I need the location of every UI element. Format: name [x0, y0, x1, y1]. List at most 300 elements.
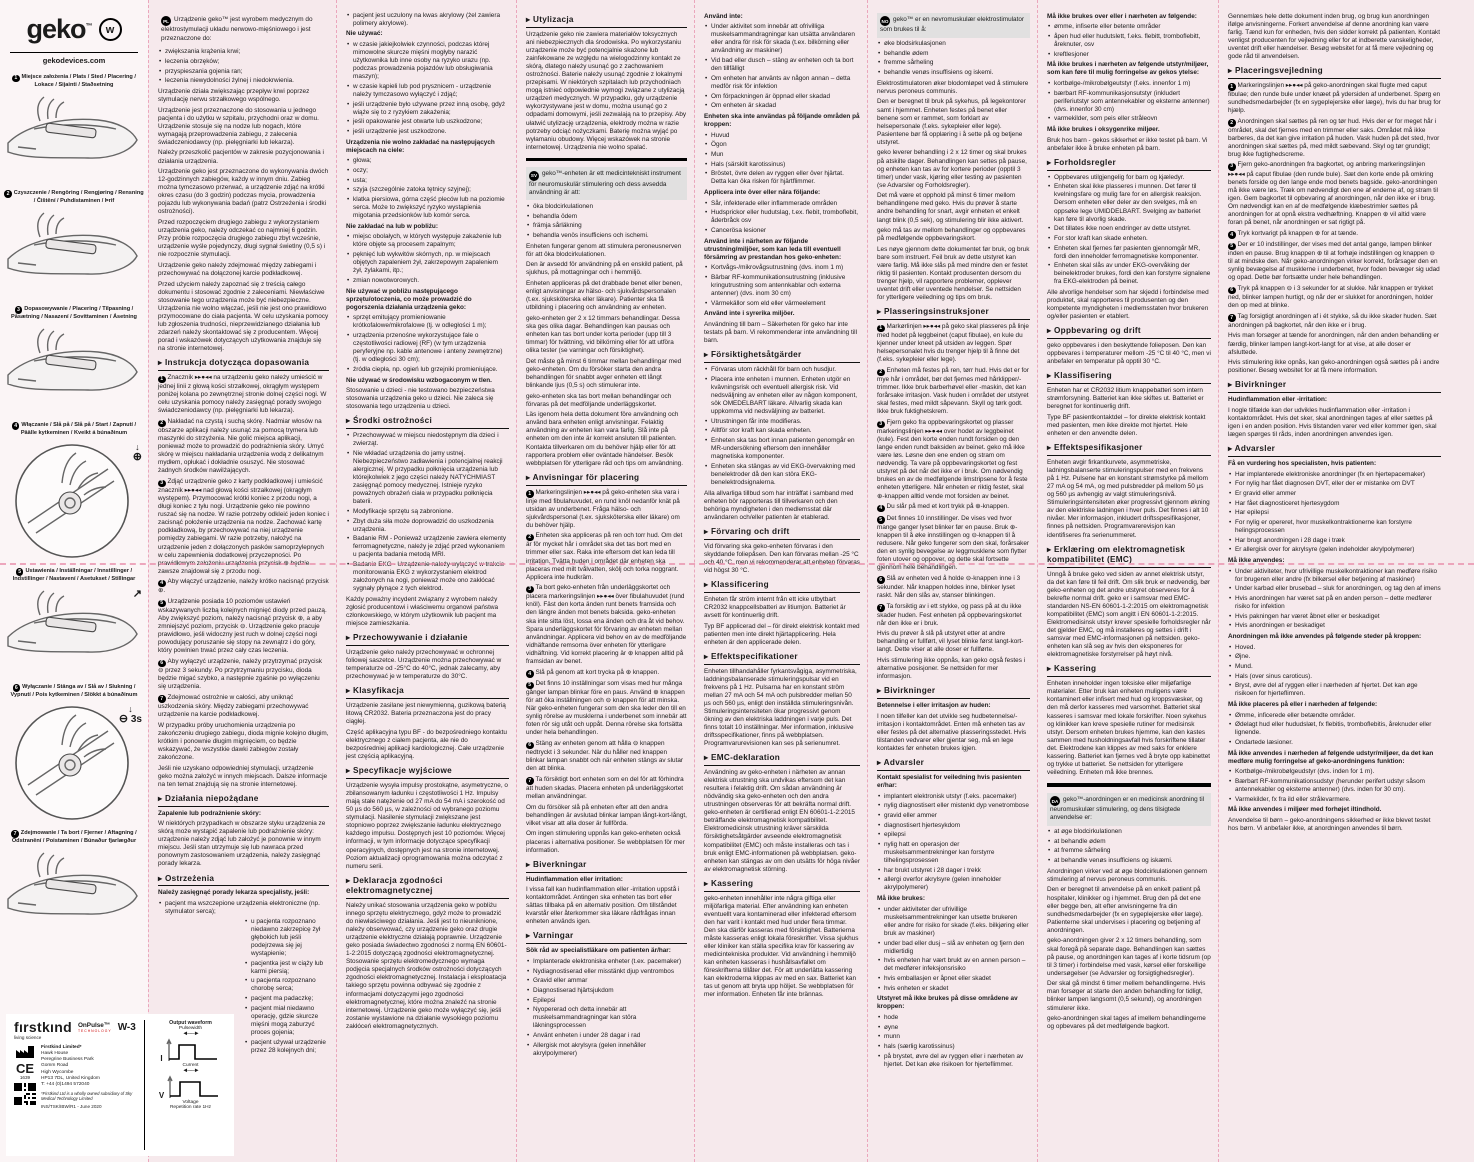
step-illustration [0, 91, 148, 183]
bullet-item: • kortbølge-/mikrobølgeutstyr (f.eks. innenfor 1 m) [1047, 80, 1211, 88]
text-column-5 [867, 0, 1037, 1162]
paragraph: Bruk hos barn - gekos sikkerhet er ikke testet på barn. Vi anbefaler ikke å bruke enheten på barn. [1047, 136, 1208, 152]
numbered-step-paragraph: 3 Fjern geko fra oppbevaringskortet og plasser markeringslinjen ▸▸●◂◂ over hodet av leggbeinet (kule). Fest den korte enden rundt forsiden og den lange enden rundt baksiden av beinet. geko må ikke være løs. Løsne den ene enden og stram om nødvendig. Ta vare på oppbevaringskortet og fest utstyret på det når det ikke er i bruk. Om nødvendig brukes en av de medfølgende limstripsene for å feste enheten ytterligere. Når enheten er riktig festet, skal ⊕-knappen alltid vende mot forsiden av beinet. [877, 419, 1028, 500]
bold-lead-paragraph: Hudinflammation eller irritation: [526, 875, 623, 883]
numbered-step-paragraph: 3 Zdjąć urządzenie geko z karty podkładkowej i umieścić znacznik ▸▸●◂◂ nad głową kości strzałkowej (okrągłym występem). Przymocować krótki koniec z przodu nogi, a długi koniec z tyłu nogi. Urządzenie geko nie powinno ruszać się na nodze. W razie potrzeby odkleić jeden koniec i zacisnąć położenie urządzenia na nodze. Zachować kartę podkładkową, by przechowywać na niej urządzenie pomiędzy zabiegami. W razie potrzeby, nałożyć na urządzenie jeden z dołączonych pasków samoprzylepnych w celu zapewnienia dodatkowej przyczepności. Po prawidłowym założeniu urządzenia przycisk ⊕ będzie zawsze znajdował się z przodu nogi. [158, 478, 329, 575]
numbered-step-paragraph: 3 Ta bort geko-enheten från underläggskortet och placera markeringslinjen ▸▸●◂◂ över fibulahuvudet (rund knöl). Fäst den korta änden runt benets framsida och den längre änden mot benets baksida. geko-enheten ska inte sitta löst, lossa ena änden och dra åt vid behov. Spara underläggskortet för förvaring av enheten mellan användningar. Applicera vid behov en av de medföljande vidhäftande remsorna över enheten för ytterligare vidhäftning. Vid korrekt placering är ⊕ knappen alltid på framsidan av benet. [526, 584, 687, 665]
step-illustration [0, 207, 148, 299]
section-heading: ▸ Środki ostrożności [346, 416, 509, 429]
section-heading: ▸ Advarsler [877, 758, 1030, 771]
step-number-icon: 7 [877, 604, 885, 612]
bullet-item: • behandla venös insufficiens och ischemi. [526, 232, 687, 240]
leg-illustration-icon [4, 323, 144, 415]
section-heading: ▸ Anvisningar för placering [526, 473, 687, 486]
bullet-item: • epilepsi [877, 831, 1030, 839]
step-side-icon [133, 589, 142, 600]
footer-card [6, 1014, 234, 1156]
bullet-item: • Om enheten är skadad [704, 102, 860, 110]
bullet-item: • varmekilder, som peis eller stråleovn [1047, 115, 1211, 123]
bullet-item: • Ømme, inficerede eller betændte områder. [1228, 712, 1441, 720]
step-number-icon: 3 [877, 421, 885, 429]
bold-lead-paragraph: Må ikke anvendes: [1228, 556, 1285, 564]
bullet-item: • Oppbevares utilgjengelig for barn og kjæledyr. [1047, 174, 1211, 182]
voltage-axis-label: V [158, 1091, 165, 1100]
paragraph: Typ BF applicerad del – för direkt elektrisk kontakt med patienten men inte direkt hjärtapplicering. Hela enheten är den applicerade delen. [704, 622, 860, 646]
waveform-title: Output waveform [169, 1020, 212, 1026]
numbered-step-paragraph: 5 Urządzenie posiada 10 poziomów ustawień wskazywanych liczbą kolejnych mignięć diody przed pauzą. Aby zwiększyć poziom, należy nacisnąć przycisk ⊕, a aby zmniejszyć poziom, przycisk ⊖. Urządzenie geko pracuje prawidłowo, jeśli widoczny jest ruch w dolnej części nogi powodujący poruszanie się stopy na zewnątrz i do góry, który powinien trwać przez cały czas leczenia. [158, 598, 327, 655]
section-heading: ▸ Przechowywanie i działanie [346, 633, 509, 646]
firstkind-logo: fırstkınd [14, 1019, 72, 1035]
sidebar [0, 0, 148, 1162]
bullet-item: • Przechowywać w miejscu niedostępnym dla dzieci i zwierząt. [346, 432, 509, 448]
paragraph: Läs igenom hela detta dokument före användning och använd bara enheten enligt anvisningar. Felaktig användning av enheten kan vara farlig. Slå inte på enheten om den inte är korrekt ansluten till patienten. Kontakta tillverkaren om du behöver hjälp eller för att rapportera problem eller oväntade händelser. Besök webbplatsen för ytterligare råd och tips om användning. [526, 411, 684, 467]
section-heading: ▸ Placeringsvejledning [1228, 66, 1441, 79]
leg-illustration-icon [4, 207, 144, 299]
bold-lead-paragraph: Må ikke placeres på eller i nærheden af følgende: [1228, 700, 1378, 708]
bullet-item: • Cancerösa lesioner [704, 227, 860, 235]
current-label: Current [182, 1063, 199, 1068]
trademark-symbol: ™ [85, 23, 92, 30]
language-intro: PL Urządzenie geko™ jest wyrobem medycznym do elektrostymulacji układu nerwowo-mięśniowego i jest przeznaczone do: [161, 15, 313, 42]
section-heading: ▸ Specyfikacje wyjściowe [346, 766, 509, 779]
language-intro: NO geko™ er en nevromuskulær elektrostimulator som brukes til å: [877, 13, 1030, 38]
paragraph: Urządzenie jest przeznaczone do stosowania u jednego pacjenta i do użytku w szpitalu, przychodni oraz w domu. Urządzenie stosuje się na nodze lub nogach, które wymagają przeprowadzenia zabiegu, z zalecenia świadczeniodawcy (np. pielęgniarki lub lekarza). [158, 106, 319, 146]
section-heading: ▸ Deklaracja zgodności elektromagnetycznej [346, 876, 509, 899]
paragraph: geko leverer behandling i 2 x 12 timer og skal brukes på atskilte dager. Behandlingen kan settes på pause, og enheten kan tas av for kortere perioder (opptil 3 timer) under vask, kjøring eller testing av pasienten (se Advarsler og Forholdsregler). [877, 149, 1027, 189]
leg-illustration-icon [4, 91, 144, 183]
bullet-item: • Under aktiviteter, hvor ufrivillige muskelkontraktioner kan medføre risiko for brugeren eller andre (fx bilkørsel eller betjening af maskiner) [1228, 568, 1441, 584]
section-heading: ▸ Förvaring och drift [704, 527, 860, 540]
website-url: gekodevices.com [42, 56, 106, 65]
numbered-step-paragraph: 4 Aby włączyć urządzenie, należy krótko nacisnąć przycisk ⊕. [158, 578, 329, 595]
step-caption: 6 Wyłączanie / Stänga av / Slå av / Slukning / Vypnutí / Pois kytkeminen / Slökkt á búnaðinum [10, 683, 138, 698]
paragraph: Användning till barn – Säkerheten för geko har inte testats på barn. Vi rekommenderar inte användning till barn. [704, 321, 857, 345]
paragraph: Anvendelse til børn – geko-anordningens sikkerhed er ikke blevet testet hos børn. Vi anbefaler ikke, at anordningen anvendes til børn. [1228, 817, 1431, 833]
bullet-item: • urządzenia przenośne wykorzystujące fale o częstotliwości radiowej (RF) (w tym urządzenia peryferyjne np. kable antenowe i anteny zewnętrzne) (tj. w odległości 30 cm); [346, 332, 509, 364]
step-number-icon: 4 [12, 422, 20, 430]
step-caption: 5 Ustawienia / Inställningar / Innstillinger / Indstillinger / Nastavení / Asetukset / Stillingar [12, 567, 136, 582]
section-heading: ▸ Effektspesifikasjoner [1047, 443, 1211, 456]
onpulse-sub: TECHNOLOGY [77, 1029, 112, 1034]
section-heading: ▸ Effektspecifikationer [704, 652, 860, 665]
paragraph: Användning av geko-enheten i närheten av annan elektrisk utrustning ska undvikas eftersom det kan resultera i felaktig drift. Om sådan användning är nödvändig ska geko-enheten och den andra utrustningen observeras för att bekräfta normal drift. geko-enheten är certifierad enligt EN 60601-1-2:2015 beträffande elektromagnetisk kompatibilitet. Elektromedicinsk utrustning kräver särskilda försiktighetsåtgärder avseende elektromagnetisk kompatibilitet (EMC) och måste installeras och tas i bruk enligt EMC-informationen på webbplatsen. geko-enheten kan stängas av om den utsätts för höga nivåer av elektromagnetisk störning. [704, 768, 860, 873]
paragraph: I noen tilfeller kan det utvikle seg hudbetennelse/-irritasjon i kontaktområdet. Enten må enheten tas av eller festes på det alternative plasseringsstedet. Hvis tilstanden vedvarer eller gjentar seg, må en lege kontaktes før enheten brukes igjen. [877, 712, 1027, 753]
bold-lead-paragraph: Använd inte: [704, 12, 743, 20]
bullet-item: • Vid bad eller dusch – stäng av enheten och ta bort den tillfälligt [704, 57, 860, 73]
bullet-item: • hvis enheten er skadet [877, 985, 1030, 993]
numbered-step-paragraph: 6 Tryk på knappen ⊖ i 3 sekunder for at slukke. Når knappen er trykket ned, blinker lampen hurtigt, og når der er slukket for anordningen, holder den op med at blinke. [1228, 285, 1434, 310]
bullet-item: • at behandle venøs insufficiens og iskæmi. [1047, 857, 1211, 865]
voltage-arrows-icon: ◄──► [182, 1068, 199, 1074]
paragraph: W przypadku próby uruchomienia urządzenia po zakończeniu drugiego zabiegu, dioda mignie kolejno długim, krótkim i ponownie długim mignięciem, co będzie wskazywać, że wszystkie dawki zabiegów zostały zakończone. [158, 721, 329, 761]
bullet-item: • Bærbart RF-kommunikationsudstyr (herunder perifert udstyr såsom antennekabler og eksterne antenner) (dvs. inden for 30 cm). [1228, 778, 1441, 794]
bullet-item: • Har fået diagnosticeret hjertesygdom [1228, 500, 1441, 508]
paragraph: Det måste gå minst 6 timmar mellan behandlingar med geko-enheten. Om du försöker starta den andra behandlingen för snabbt avger enheten ett långt blinkande ljus (0,5 s) och stimulerar inte. [526, 357, 682, 389]
bullet-item: • Badanie EKG - Urządzenie należy wyłączyć w trakcie monitorowania EKG z wykorzystaniem elektrod założonych na nogi, ponieważ może ono zakłócać sygnały płynące z tych elektrod. [346, 561, 509, 593]
bullet-item: • behandle venøs insuffisiens og iskemi. [877, 69, 1030, 77]
step-number-icon: 6 [13, 684, 21, 692]
paragraph: geko-anordningen giver 2 x 12 timers behandling, som skal foregå på separate dage. Behandlingen kan sættes på pause, og anordningen kan tages af i korte tidsrum (op til 3 timer) i forbindelse med vask, kørsel eller forskellige undersøgelser (se Advarsler og forsigtighedsregler). [1047, 937, 1211, 977]
bullet-item: • har brukt utstyret i 28 dager i trekk [877, 867, 1030, 875]
step-illustrations [0, 74, 148, 939]
arrow-down-icon: ↓ [135, 441, 140, 452]
bullet-item: • Har implanterede elektroniske anordninger (fx en hjertepacemaker) [1228, 471, 1441, 479]
text-column-7 [1218, 0, 1448, 1162]
paragraph: Enheten fungerar genom att stimulera peroneusnerven för att öka blodcirkulationen. [526, 242, 682, 258]
address-line: Hawk House [41, 1051, 69, 1057]
bullet-item: • Zbyt duża siła może doprowadzić do uszkodzenia urządzenia. [346, 518, 509, 534]
bullet-item: • For nylig har fået diagnosen DVT, eller der er mistanke om DVT [1228, 480, 1441, 488]
bullet-item: • fremme sårheling [877, 59, 1030, 67]
bullet-item: • pacjent miał niedawno operację, gdzie skurcze mięśni mogą zaburzyć proces gojenia; [244, 1005, 329, 1037]
sidebar-step [0, 306, 148, 415]
bold-lead-paragraph: Zapalenie lub podrażnienie skóry: [158, 809, 261, 817]
bold-lead-paragraph: Må ikke brukes i nærheten av følgende utstyr/miljøer, som kan føre til mulig forringelse av gekos ytelse: [1047, 61, 1209, 77]
bullet-item: • hvis enheten har vært brukt av en annen person – det medfører infeksjonsrisiko [877, 957, 1030, 973]
step-number-icon: 4 [526, 670, 534, 678]
bullet-item: • klatka piersiowa, górna część pleców lub na poziomie serca. Może to zwiększyć ryzyko wystąpienia migotania przedsionków lub komór serca. [346, 196, 509, 220]
w-badge-icon: w [99, 18, 122, 41]
paragraph: Den er beregnet til bruk på sykehus, på legekontorer samt i hjemmet. Enheten festes på benet eller benene som er rammet, som forklart av helsepersonale (f.eks. sykepleier eller lege). Pasientene bør få opplæring i å sette på og betjene utstyret. [877, 98, 1026, 146]
paragraph: Hvis stimulering ikke oppnås, kan geko også festes i alternative posisjoner. Se nettsiden for mer informasjon. [877, 657, 1026, 681]
bullet-item: • u pacjenta rozpoznano chorobę serca; [244, 977, 329, 993]
model-number: W-3 [117, 1022, 136, 1033]
bullet-item: • Mund. [1228, 663, 1441, 671]
paragraph: Należy przeszkolić pacjentów w zakresie pozycjonowania i działania urządzenia. [158, 149, 324, 165]
paragraph: Każdy poważny incydent związany z wyrobem należy zgłosić producentowi i właściwemu organowi państwa członkowskiego, w którym użytkownik lub pacjent ma miejsce zamieszkania. [346, 595, 499, 628]
bullet-item: • Bröstet, övre delen av ryggen eller över hjärtat. Detta kan öka risken för hjärtflimmer. [704, 170, 860, 186]
bullet-item: • Alltför stor kraft kan skada enheten. [704, 427, 860, 435]
language-intro: SV geko™-enheten är ett medicintekniskt instrument för neuromuskulär stimulering och dess avsedda användning är att: [526, 167, 687, 200]
numbered-step-paragraph: 4 Du slår på med et kort trykk på ⊕-knappen. [877, 503, 1030, 512]
bullet-item: • Hals (särskilt karotissinus) [704, 161, 860, 169]
step-number-icon: 3 [15, 306, 23, 314]
step-illustration [0, 439, 148, 561]
bullet-item: • Under aktivitet som innebär att ofrivilliga muskelsammandragningar kan utsätta användaren eller andra för risk för skada (t.ex. bilkörning eller användning av maskiner) [704, 23, 860, 55]
arrow-down-icon: ↓ [128, 703, 133, 714]
bullet-item: • Utrustningen får inte modifieras. [704, 418, 860, 426]
bullet-item: • allergi overfor akrylsyre (gelen inneholder akrylpolymerer) [877, 876, 1030, 892]
waveform-panel [144, 1020, 234, 1150]
bullet-item: • Om enheten har använts av någon annan – detta medför risk för infektion [704, 75, 860, 91]
bullet-item: • gravid eller ammer [877, 812, 1030, 820]
geko-logo: geko™ [26, 14, 92, 44]
numbered-step-paragraph: 2 Anordningen skal sættes på ren og tør hud. Hvis der er for meget hår i området, skal det fjernes med en trimmer eller saks. Området må ikke barberes, da det kan give irritation på huden. Vask huden på det sted, hvor anordningen skal sættes på, med mildt sæbevand. Skyl og tør grundigt; brug ikke fugtighedscreme. [1228, 117, 1440, 158]
bullet-item: • Hudsprickor eller hudutslag, t.ex. flebit, tromboflebit, åderbråck osv [704, 209, 860, 225]
section-heading: ▸ Erklæring om elektromagnetisk kompatibilitet (EMC) [1047, 545, 1211, 568]
sidebar-step [0, 74, 148, 183]
bullet-item: • Øjne. [1228, 653, 1441, 661]
numbered-step-paragraph: 2 Enheten må festes på ren, tørr hud. Hvis det er for mye hår i området, bør det fjernes med hårklipper/-trimmer. Ikke bruk barberhøvel eller -maskin, det kan forårsake irritasjon. Vask huden i området der utstyret skal festes, med mildt såpevann. Skyll og tørk godt. Ikke bruk fuktighetskrem. [877, 367, 1029, 416]
button-symbol-icon: ⊖ [118, 712, 129, 725]
ce-mark: CE 1639 [15, 1061, 35, 1080]
section-heading: ▸ Klassificering [704, 580, 860, 593]
step-side-icon [119, 705, 142, 725]
section-heading: ▸ Advarsler [1228, 444, 1441, 457]
paragraph: Przed rozpoczęciem drugiego zabiegu z wykorzystaniem urządzenia geko, należy odczekać co najmniej 6 godzin. Przy próbie rozpoczęcia drugiego zabiegu zbyt wcześnie, urządzenie wyśle pojedynczy, długi sygnał świetlny (0,5 s) i nie rozpocznie stymulacji. [158, 219, 326, 259]
bullet-item: • Nie wkładać urządzenia do jamy ustnej. Niebezpieczeństwo zadławienia i potencjalnej reakcji alergicznej. W przypadku połknięcia urządzenia lub którejkolwiek z jego części należy NATYCHMIAST zasięgnąć pomocy medycznej. Istnieje ryzyko poważnych obrażeń ciała w przypadku połknięcia baterii. [346, 450, 509, 506]
paragraph: Hvis du prøver å slå på utstyret etter at andre behandling er fullført, vil lyset blinke først langt-kort-langt. Dette viser at alle doser er fullførte. [877, 630, 1024, 654]
bullet-item: • szyja (szczególnie zatoka tętnicy szyjnej); [346, 186, 509, 194]
text-column-1 [148, 0, 336, 1162]
section-heading: ▸ Utylizacja [526, 15, 687, 28]
site-divider [10, 52, 138, 67]
paragraph: Urządzenie zasilane jest niewymienną, guzikową baterią litową CR2032. Bateria przeznaczona jest do pracy ciągłej. [346, 702, 506, 726]
paragraph: Anordningen virker ved at øge blodcirkulationen gennem stimulering af nervus peroneus communis. [1047, 867, 1208, 883]
step-number-icon: 6 [877, 576, 885, 584]
bullet-item: • Kortvågs-/mikrovågsutrustning (dvs. inom 1 m) [704, 264, 860, 272]
bullet-item: • munn [877, 1033, 1030, 1041]
step-number-icon: 7 [158, 695, 166, 703]
step-number-icon: 6 [1228, 287, 1236, 295]
bullet-item: • åpen hud eller hudutslett, f.eks. flebitt, tromboflebitt, åreknuter, osv [1047, 33, 1211, 49]
language-badge-da: DA [1050, 796, 1060, 806]
bullet-item: • Enheten ska stängas av vid EKG-övervakning med benelektroder då den kan störa EKG-benelektrodsignalerna. [704, 463, 860, 487]
button-symbol-icon: ⊕ [132, 450, 142, 463]
bullet-item: • pacjent używał urządzenie przez 28 kolejnych dni; [244, 1039, 329, 1055]
bullet-item: • øyne [877, 1024, 1030, 1032]
paragraph: Urządzenie geko należy przechowywać w ochronnej foliowej saszetce. Urządzenie można przechowywać w temperaturze od -25°C do 40°C, jednak zalecamy, aby przechowywać je w temperaturze do 30°C. [346, 649, 502, 681]
language-badge-sv: SV [529, 171, 539, 181]
section-heading: ▸ Bivirkninger [877, 686, 1030, 699]
language-badge-pl: PL [161, 16, 171, 26]
step-number-icon: 5 [1228, 243, 1236, 251]
bullet-item: • nylig diagnostisert eller mistenkt dyp venetrombose [877, 802, 1030, 810]
numbered-step-paragraph: 5 Det finnes 10 innstillinger. De vises ved hvor mange ganger lyset blinker før en pause. Bruk ⊕-knappen til å øke innstillingen og ⊖-knappen til å redusere. Når geko fungerer som den skal, forårsaker den en synlig bevegelse av leggmusklene som flytter foten utover og oppover, og dette skal fortsette gjennom hele behandlingen. [877, 514, 1030, 572]
section-heading: ▸ Biverkningar [526, 860, 687, 873]
paragraph: Enheten tillhandahåller fyrkantsvågiga, asymmetriska, laddningsbalanserade stimuleringspulsar vid en frekvens på 1 Hz. Pulsarna har en konstant ström mellan 27 mA och 54 mA och pulsbredder mellan 50 µs och 560 µs, enligt den inställda stimuleringsnivån. Stimuleringsintensiteten ökar progressivt genom ökning av den elektriska laddningen i varje puls. Det finns totalt 10 inställningar. Mer information, inklusive driftsspecifikationer, finns på webbplatsen. Programvarurevisionen kan ses på serienumret. [704, 667, 857, 748]
paragraph: Część aplikacyjna typu BF - do bezpośredniego kontaktu elektrycznego z ciałem pacjenta, ale nie do bezpośredniej aplikacji kardiologicznej. Całe urządzenie jest częścią aplikacyjną. [346, 728, 507, 761]
paragraph: Hvis man forsøger at tænde for anordningen, når den anden behandling er færdig, blinker lampen langt-kort-langt for at vise, at alle doser er afsluttede. [1228, 332, 1440, 356]
text-column-2 [336, 0, 516, 1162]
text-column-3 [516, 0, 694, 1162]
address-line: High Wycombe [41, 1069, 74, 1075]
bold-lead-paragraph: Kontakt spesialist for veiledning hvis pasienten er/har: [877, 773, 1022, 789]
button-symbol-icon: ↗ [132, 587, 142, 600]
step-number-icon: 2 [4, 190, 12, 198]
bullet-item: • sprzęt emitujący promieniowanie krótkofalowe/mikrofalowe (tj. w odległości 1 m); [346, 314, 509, 330]
bullet-item: • For nylig er opereret, hvor muskelkontraktionerne kan forstyrre helingsprocessen [1228, 519, 1441, 535]
bold-lead-paragraph: Nie używać w środowisku wzbogaconym w tlen. [346, 376, 492, 384]
manufacturer-address [41, 1045, 140, 1088]
bullet-item: • diagnostisert hjertesykdom [877, 822, 1030, 830]
bullet-item: • Badanie RM - Ponieważ urządzenie zawiera elementy ferromagnetyczne, należy je zdjąć przed wykonaniem u pacjenta badania metodą MRI. [346, 535, 509, 559]
section-heading: ▸ Kassering [704, 879, 860, 892]
paragraph: Den är avsedd för användning på en enskild patient, på sjukhus, på mottagningar och i hemmiljö. [526, 261, 683, 277]
paragraph: Hvis stimulering ikke opnås, kan geko-anordningen også sættes på i andre positioner. Besøg websitet for at få mere information. [1228, 359, 1440, 375]
bullet-item: • Om förpackningen är öppnad eller skadad [704, 93, 860, 101]
numbered-step-paragraph: 1 Markeringslinjen ▸▸●◂◂ på geko-enheten ska vara i linje med fibulahuvudet, en rund knöl nedanför knät på utsidan av underbenet. Fråga hälso- och sjukvårdspersonal (t.ex. sjuksköterska eller läkare) om du behöver hjälp. [526, 488, 680, 529]
bold-lead-paragraph: Betennelse i eller irritasjon av huden: [877, 702, 991, 710]
numbered-step-paragraph: 7 Zdejmować ostrożnie w całości, aby uniknąć uszkodzenia skóry. Między zabiegami przechowywać urządzenie na karcie podkładkowej. [158, 693, 309, 718]
paragraph: Enheten har et CR2032 litium knappebatteri som intern strømforsyning. Batteriet kan ikke skiftes ut. Batteriet er beregnet for kontinuerlig drift. [1047, 387, 1204, 411]
paragraph: Urządzenie działa zwiększając przepływ krwi poprzez stymulację nerwu strzałkowego wspólnego. [158, 87, 310, 103]
bold-lead-paragraph: Må ikke brukes i oksygenrike miljøer. [1047, 126, 1160, 134]
bullet-item: • jeśli urządzenie było używane przez inną osobę, gdyż wiąże się to z ryzykiem zakażenia; [346, 101, 509, 117]
bullet-item: • ømme, infiserte eller betente områder [1047, 23, 1211, 31]
step-caption: 1 Miejsce założenia / Plats / Sted / Placering / Lokace / Sijainti / Staðsetning [0, 74, 148, 89]
bullet-item: • hvis emballasjen er åpnet eller skadet [877, 975, 1030, 983]
bullet-item: • på brystet, øvre del av ryggen eller i nærheten av hjertet. Det kan øke risikoen for hjerteflimmer. [877, 1053, 1030, 1069]
language-divider-bar [1047, 783, 1211, 787]
paragraph: Jeśli nie uzyskano odpowiedniej stymulacji, urządzenie geko można założyć w innych miejscach. Dalsze informacje na ten temat znajdują się na stronie internetowej. [158, 764, 328, 788]
bullet-item: • Enheten skal fjernes før pasienten gjennomgår MR, fordi den inneholder ferromagnetiske komponenter. [1047, 245, 1211, 261]
section-heading: ▸ Działania niepożądane [158, 794, 329, 807]
step-side-icon [133, 443, 142, 463]
section-heading: ▸ Instrukcja dotycząca dopasowania [158, 358, 329, 371]
paragraph: geko-enheten ska tas bort mellan behandlingar och förvaras på det medföljande underläggskortet. [526, 392, 672, 408]
bold-lead-paragraph: Må ikke brukes over eller i nærheten av følgende: [1047, 12, 1197, 20]
bullet-item: • implantert elektronisk utstyr (f.eks. pacemaker) [877, 793, 1030, 801]
bullet-item: • jeśli opakowanie jest otwarte lub uszkodzone; [346, 118, 509, 126]
bullet-item: • leczenia obrzęków; [158, 58, 329, 66]
repetition-rate-label: Repetition rate 1Hz [169, 1105, 212, 1110]
bullet-item: • at øge blodcirkulationen [1047, 828, 1211, 836]
step-number-icon: 5 [526, 682, 534, 690]
bullet-item: • Placera inte enheten i munnen. Enheten utgör en kvävningsrisk och eventuell allergisk risk. Vid nedsväljning av enheten eller av någon komponent, sök OMEDELBART läkare. Allvarlig skada kan uppkomma vid nedsväljning av batteriet. [704, 376, 860, 416]
step-number-icon: 1 [877, 325, 885, 333]
step-number-icon: 4 [158, 580, 166, 588]
bullet-item: • Gravid eller ammar [526, 977, 687, 985]
numbered-step-paragraph: 1 Znacznik ▸▸●◂◂ na urządzeniu geko należy umieścić w jednej linii z głową kości strzałkowej, okrągłym występem poniżej kolana po zewnętrznej stronie dolnej części nogi. W celu uzyskania pomocy należy zasięgnąć porady swojego świadczeniodawcy (np. pielęgniarki lub lekarza). [158, 374, 327, 415]
bullet-item: • Värmekällor som eld eller värmeelement [704, 300, 860, 308]
step-number-icon: 1 [526, 490, 534, 498]
step-number-icon: 6 [526, 742, 534, 750]
language-intro: DA geko™-anordningen er en medicinsk anordning til neuromuskulær stimulering, og dens tilsigtede anvendelse er: [1047, 793, 1211, 826]
bold-lead-paragraph: Urządzenia nie wolno zakładać na następujących miejscach na ciele: [346, 138, 495, 154]
bold-lead-paragraph: Należy zasięgnąć porady lekarza specjalisty, jeśli: [158, 889, 310, 897]
bullet-item: • Under karbad eller brusebad – sluk for anordningen, og tag den af imens [1228, 585, 1441, 593]
section-heading: ▸ Plasseringsinstruksjoner [877, 307, 1030, 320]
sidebar-step [0, 684, 148, 823]
bullet-item: • Ødelagt hud eller hududslæt, fx flebitis, tromboflebitis, åreknuder eller lignende. [1228, 721, 1441, 737]
bold-lead-paragraph: Nie używać: [346, 30, 383, 38]
numbered-step-paragraph: 4 Slå på genom att kort trycka på ⊕ knappen. [526, 669, 687, 678]
step-number-icon: 4 [877, 505, 885, 513]
paragraph: geko oppbevares i den beskyttende folieposen. Den kan oppbevares i temperaturer mellom -25 °C til 40 °C, men vi anbefaler en temperatur på opptil 30 °C. [1047, 342, 1211, 366]
bold-lead-paragraph: Nie używać w pobliżu następującego sprzętu/otoczenia, co może prowadzić do pogorszenia działania urządzenia geko: [346, 287, 472, 311]
numbered-step-paragraph: 4 Tryk kortvarigt på knappen ⊕ for at tænde. [1228, 230, 1441, 239]
paragraph: Alla allvarliga tillbud som har inträffat i samband med enheten bör rapporteras till tillverkaren och den behöriga myndigheten i den medlemsstat där användaren och/eller patienten är etablerad. [704, 489, 854, 521]
pulsewidth-arrows-icon: ◄──► [182, 1031, 199, 1037]
leg-illustration-icon [4, 847, 144, 939]
language-badge-no: NO [880, 16, 890, 26]
text-column-6 [1037, 0, 1218, 1162]
section-heading: ▸ Bivirkninger [1228, 380, 1441, 393]
bullet-item: • w czasie kąpieli lub pod prysznicem - urządzenie należy tymczasowo wyłączyć i zdjąć; [346, 83, 509, 99]
paragraph: Stosowanie u dzieci - nie testowano bezpieczeństwa stosowania urządzenia geko u dzieci. Nie zaleca się stosowania tego urządzenia u dzieci. [346, 387, 495, 411]
bullet-item: • pacjent ma wszczepione urządzenia elektroniczne (np. stymulator serca); [158, 900, 329, 916]
bullet-item: • Det tillates ikke noen endringer av dette utstyret. [1047, 225, 1211, 233]
paragraph: Gennemlæs hele dette dokument inden brug, og brug kun anordningen ifølge anvisningerne. Forkert anvendelse af denne anordning kan være farlig. Tænd kun for enheden, hvis den sidder korrekt på patienten. Kontakt venligst producenten for vejledning eller for at indberette vanskeligheder, uventet drift eller hændelser. Besøg websitet for at få mere vejledning og gode råd til anvendelsen. [1228, 12, 1440, 60]
sidebar-step [0, 422, 148, 561]
bullet-item: • öka blodcirkulationen [526, 203, 687, 211]
bold-lead-paragraph: Nie zakładać na lub w pobliżu: [346, 222, 438, 230]
bullet-item: • pacjentka jest w ciąży lub karmi piersią; [244, 960, 329, 976]
step-number-icon: 5 [16, 568, 24, 576]
leg-illustration-icon [4, 585, 144, 677]
address-line: Gomm Road [41, 1063, 69, 1069]
brand-row [0, 14, 148, 45]
numbered-step-paragraph: 1 Markørlinjen ▸▸●◂◂ på geko skal plasseres på linje med hodet på leggbeinet (caput fibulae), en kule du kjenner under kneet på utsiden av leggen. Spør helsepersonalet hvis du trenger hjelp til å finne det (f.eks. sykepleier eller lege). [877, 323, 1029, 364]
bold-lead-paragraph: Applicera inte över eller nära följande: [704, 188, 821, 196]
numbered-step-paragraph: 6 Slå av enheten ved å holde ⊖-knappen inne i 3 sekunder. Når knappen holdes inne, blinker lyset raskt. Når den slås av, stanser blinkingen. [877, 574, 1021, 599]
paragraph: Enheten avgir firkantkurvete, asymmetriske, ladningsbalanserte stimuleringspulser med en frekvens på 1 Hz. Pulsene har en konstant strømstyrke på mellom 27 mA og 54 mA, og med pulsbredder på mellom 50 µs og 560 µs avhengig av valgt stimuleringsnivå. Stimuleringsintensiteten øker progressivt gjennom økning av den elektriske ladningen i hver puls. Det finnes i alt 10 nivåer. Mer informasjon, inkludert driftsspesifikasjoner, finnes på nettsiden. Programvarerevisjon kan identifiseres fra serienummeret. [1047, 458, 1210, 539]
step-illustration [0, 701, 148, 823]
section-heading: ▸ Klassifisering [1047, 371, 1211, 384]
bold-lead-paragraph: Enheten ska inte användas på följande områden på kroppen: [704, 112, 860, 128]
step-number-icon: 4 [1228, 231, 1236, 239]
press-device-icon [10, 439, 138, 561]
bullet-item: • Bryst, øvre del af ryggen eller i nærheden af hjertet. Det kan øge risikoen for hjerteflimren. [1228, 682, 1441, 698]
paragraph: Det må være et opphold på minst 6 timer mellom behandlingene med geko. Hvis du prøver å starte andre behandling for snart, avgir enheten et enkelt langt blink (0,5 sek), og stimulering blir ikke aktivert. [877, 192, 1024, 224]
paragraph: Om ingen stimulering uppnås kan geko-enheten också placeras i alternativa positioner. Se webbplatsen för mer information. [526, 830, 685, 854]
bullet-item: • Implanterade elektroniska enheter (t.ex. pacemaker) [526, 958, 687, 966]
section-heading: ▸ EMC-deklaration [704, 753, 860, 766]
bullet-item: • Hals (over sinus caroticus). [1228, 673, 1441, 681]
bullet-item: • pacjent ma padaczkę; [244, 995, 329, 1003]
paragraph: geko-anordningen skal tages af imellem behandlingerne og opbevares på det medfølgende bagkort. [1047, 1015, 1206, 1031]
bullet-item: • Ondartede læsioner. [1228, 739, 1441, 747]
factory-icon [15, 1045, 35, 1059]
step-illustration [0, 847, 148, 939]
bullet-item: • zwiększania krążenia krwi; [158, 48, 329, 56]
bullet-item: • Har epilepsi [1228, 509, 1441, 517]
bullet-item: • Hvis anordningen er beskadiget [1228, 622, 1441, 630]
step-illustration [0, 323, 148, 415]
bullet-item: • hals (særlig karotissinus) [877, 1043, 1030, 1051]
step-number-icon: 2 [526, 534, 534, 542]
paragraph: Der skal gå mindst 6 timer mellem behandlingerne. Hvis man forsøger at starte den anden behandling for tidligt, blinker lampen langsomt (0,5 sekund), og anordningen stimulerer ikke. [1047, 980, 1206, 1012]
bullet-item: • For stor kraft kan skade enheten. [1047, 235, 1211, 243]
bullet-item: • Hvis anordningen har været sat på en anden person – dette medfører risiko for infektion [1228, 595, 1441, 611]
firstkind-tagline: living science [14, 1035, 42, 1040]
bullet-item: • behandla ödem [526, 213, 687, 221]
bullet-item: • oczy; [346, 167, 509, 175]
bullet-item: • Epilepsi [526, 997, 687, 1005]
bullet-item: • Diagnostiserad hjärtsjukdom [526, 987, 687, 995]
step-number-icon: 1 [1228, 83, 1236, 91]
bullet-item: • Allergisk mot akrylsyra (gelen innehåller akrylpolymerer) [526, 1042, 687, 1058]
numbered-step-paragraph: 2 Nakładać na czystą i suchą skórę. Nadmiar włosów na obszarze aplikacji należy usunąć za pomocą trymera lub maszynki do strzyżenia. Nie golić miejsca aplikacji, ponieważ może to prowadzić do podrażnienia skóry. Umyć skórę w miejscu nakładania urządzenia wodą z delikatnym mydłem, opłukać i dokładnie osuszyć. Nie stosować żadnych środków nawilżających. [158, 418, 324, 475]
numbered-step-paragraph: 7 Tag forsigtigt anordningen af i ét stykke, så du ikke skader huden. Sæt anordningen på bagkortet, når den ikke er i brug. [1228, 312, 1437, 329]
step-number-icon: 6 [158, 660, 166, 668]
numbered-step-paragraph: 7 Ta forsiktig av i ett stykke, og pass på at du ikke skader huden. Fest enheten på oppbevaringskortet når den ikke er i bruk. [877, 602, 1022, 627]
paragraph: Alle alvorlige hendelser som har skjedd i forbindelse med produktet, skal rapporteres til produsenten og den kompetente myndigheten i medlemsstaten hvor brukeren og/eller pasienten er etablert. [1047, 289, 1209, 321]
bullet-item: • Hoved. [1228, 644, 1441, 652]
bullet-item: • Enheten skal slås av under EKG-overvåking der beinelektroder brukes, fordi den kan forstyrre signalene fra EKG-elektroden på beinet. [1047, 262, 1211, 286]
section-heading: ▸ Försiktighetsåtgärder [704, 350, 860, 363]
text-columns [148, 0, 1448, 1162]
bullet-item: • źródła ciepła, np. ogień lub grzejniki promieniujące. [346, 366, 509, 374]
bullet-item: • Enheten skal ikke plasseres i munnen. Det fører til kvelningsfare og mulig fare for en allergisk reaksjon. Dersom enheten eller deler av den svelges, må en oppsøke lege UMIDDELBART. Svelging av batteriet kan føre til alvorlig skade. [1047, 183, 1211, 223]
bullet-item: • Kortbølge-/mikrobølgeudstyr (dvs. inden for 1 m). [1228, 768, 1441, 776]
address-line: Firstkind Limited* [41, 1045, 82, 1050]
qr-code [14, 1083, 36, 1105]
section-heading: ▸ Ostrzeżenia [158, 874, 329, 887]
step-number-icon: 2 [158, 420, 166, 428]
bullet-item: • kreftlesjoner [1047, 51, 1211, 59]
paragraph: Enheten appliceras på det drabbade benet eller benen, enligt anvisningar av hälso- och sjukvårdspersonalen (t.ex. sjuksköterska eller läkare). Patienter ska få utbildning i placering och användning av enheten. [526, 279, 682, 312]
paragraph: W niektórych przypadkach w obszarze styku urządzenia ze skórą może wystąpić zapalenie lub podrażnienie skóry: urządzenie należy zdjąć lub założyć je ponownie w innym miejscu. Jeśli stan utrzymuje się lub nawraca przed ponownym zastosowaniem urządzenia, należy zasięgnąć porady lekarza. [158, 820, 326, 868]
bullet-item: • bærbart RF-kommunikasjonsutstyr (inkludert periferiutstyr som antennekabler og eksterne antenner) (dvs. innenfor 30 cm) [1047, 90, 1211, 114]
step-number-icon: 7 [526, 777, 534, 785]
step-number-icon: 3 [1228, 163, 1236, 171]
voltage-label: Voltage [182, 1100, 199, 1105]
step-number-icon: 1 [158, 376, 166, 384]
paragraph: Type BF pasientkontaktdel – for direkte elektrisk kontakt med pasienten, men ikke direkte mot hjertet. Hele enheten er den anvendte delen. [1047, 413, 1206, 438]
bullet-item: • miejsc obolałych, w których występuje zakażenie lub które objęte są procesem zapalnym; [346, 233, 509, 249]
